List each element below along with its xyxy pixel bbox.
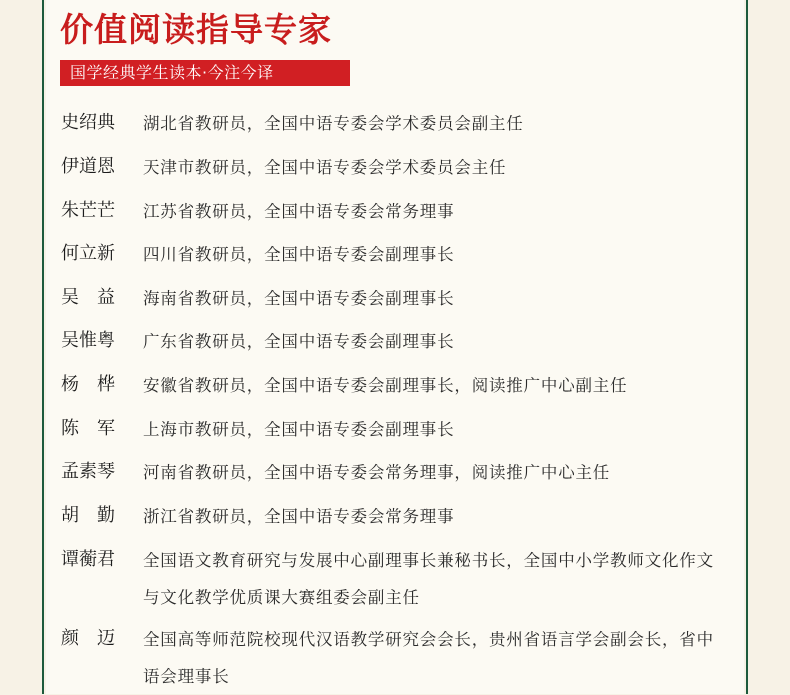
expert-name: 朱芒芒 <box>61 200 115 221</box>
expert-name: 谭蘅君 <box>61 549 115 570</box>
expert-name: 颜 迈 <box>61 628 115 649</box>
left-border <box>0 0 44 694</box>
expert-description: 安徽省教研员，全国中语专委会副理事长，阅读推广中心副主任 <box>143 376 628 395</box>
expert-description: 天津市教研员，全国中语专委会学术委员会主任 <box>143 158 507 177</box>
subtitle-text: 国学经典学生读本·今注今译 <box>70 63 274 82</box>
expert-name: 陈 军 <box>61 418 115 439</box>
expert-description: 上海市教研员，全国中语专委会副理事长 <box>143 420 455 439</box>
expert-description: 海南省教研员，全国中语专委会副理事长 <box>143 289 455 308</box>
expert-name: 史绍典 <box>61 112 115 133</box>
content-panel <box>46 0 744 694</box>
expert-name: 伊道恩 <box>61 156 115 177</box>
expert-name: 吴 益 <box>61 287 115 308</box>
expert-description: 全国高等师范院校现代汉语教学研究会会长，贵州省语言学会副会长，省中语会理事长 <box>143 630 714 686</box>
right-border <box>746 0 790 694</box>
expert-description: 江苏省教研员，全国中语专委会常务理事 <box>143 202 455 221</box>
expert-description: 四川省教研员，全国中语专委会副理事长 <box>143 245 455 264</box>
expert-name: 杨 桦 <box>61 374 115 395</box>
expert-name: 吴惟粤 <box>61 330 115 351</box>
expert-name: 孟素琴 <box>61 461 115 482</box>
expert-description: 全国语文教育研究与发展中心副理事长兼秘书长，全国中小学教师文化作文与文化教学优质课大赛组委会副主任 <box>143 551 714 607</box>
page-title: 价值阅读指导专家 <box>60 10 332 49</box>
expert-description: 浙江省教研员，全国中语专委会常务理事 <box>143 507 455 526</box>
expert-description: 河南省教研员，全国中语专委会常务理事，阅读推广中心主任 <box>143 463 611 482</box>
expert-description: 湖北省教研员，全国中语专委会学术委员会副主任 <box>143 114 524 133</box>
expert-name: 胡 勤 <box>61 505 115 526</box>
expert-description: 广东省教研员，全国中语专委会副理事长 <box>143 332 455 351</box>
expert-name: 何立新 <box>61 243 115 264</box>
subtitle-banner <box>60 60 350 86</box>
